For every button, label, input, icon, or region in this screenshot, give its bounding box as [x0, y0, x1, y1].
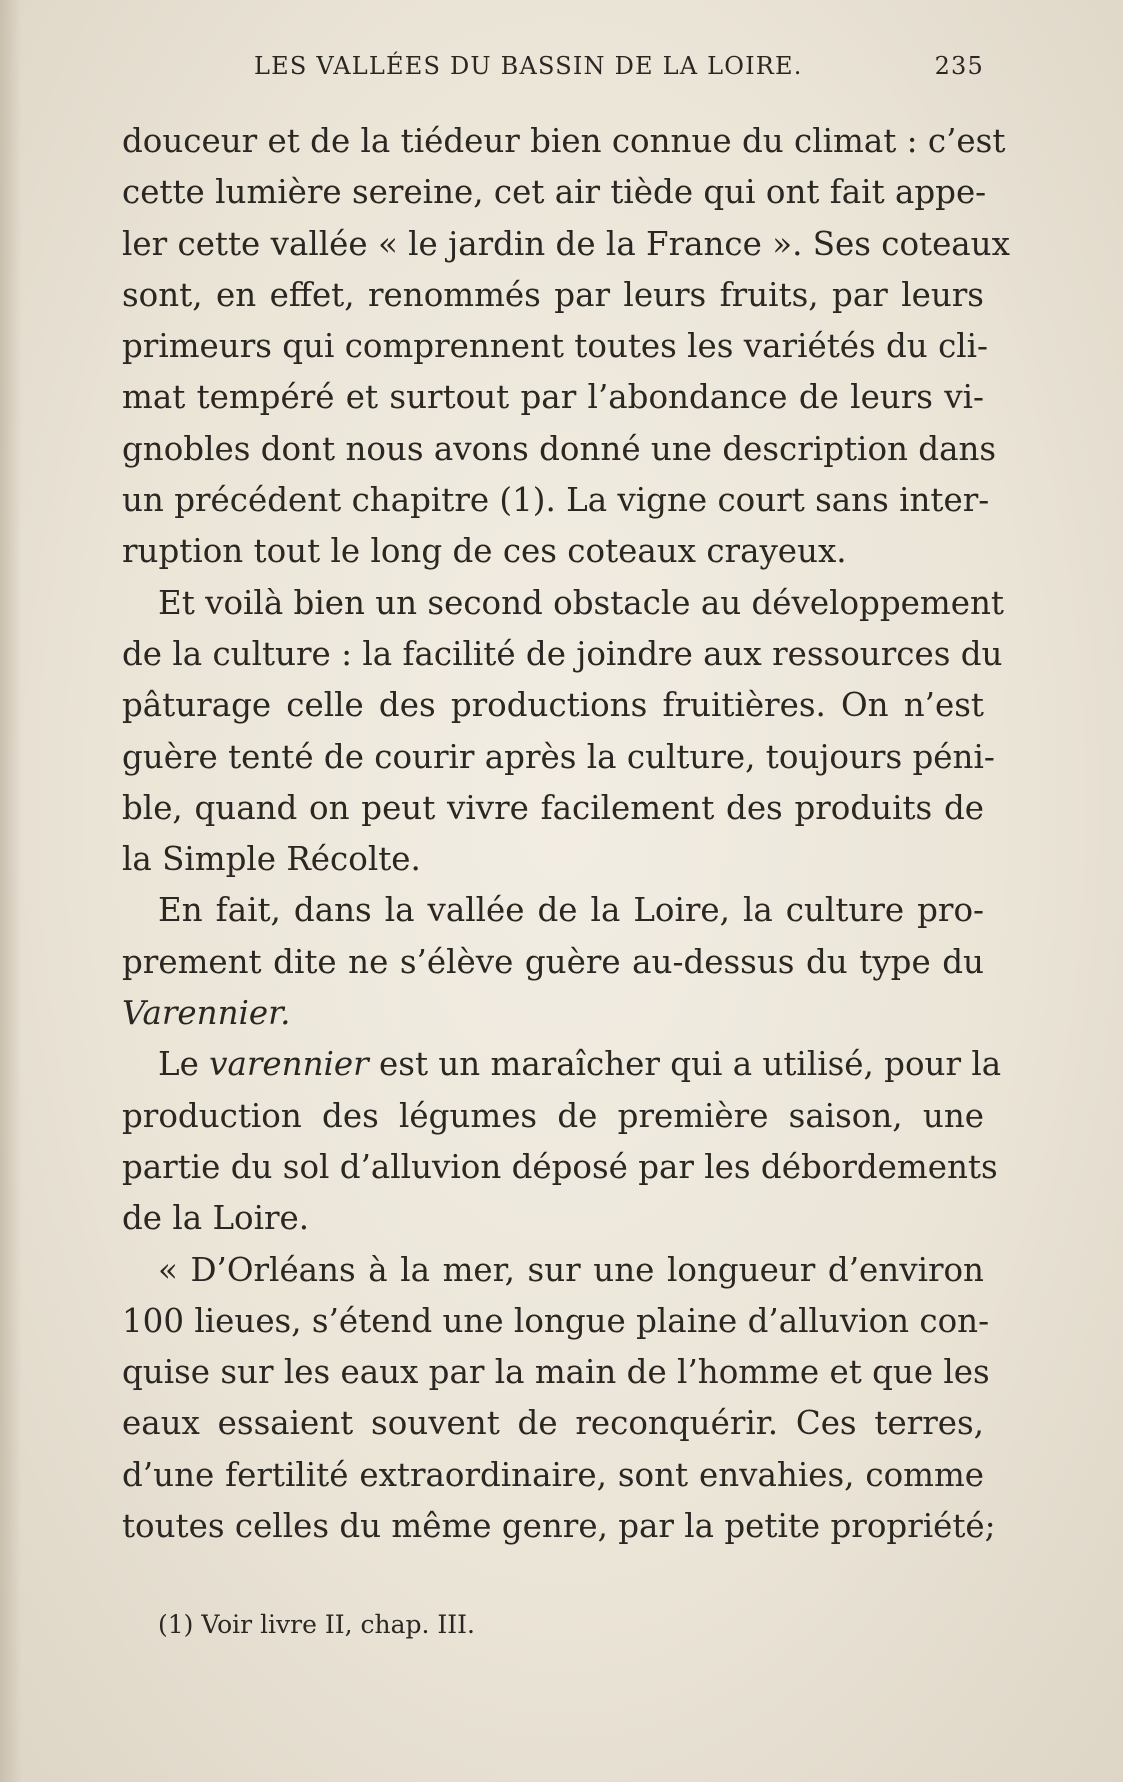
text-line: cette lumière sereine, cet air tiède qui ont fait appe- — [122, 173, 987, 212]
text-line: pâturage celle des productions fruitières. On n’est — [122, 686, 984, 725]
italic-term: varennier — [209, 1045, 369, 1084]
text-line: ler cette vallée « le jardin de la France ». Ses coteaux — [122, 224, 1010, 263]
text-line: ble, quand on peut vivre facilement des produits de — [122, 788, 984, 827]
text-line: Et voilà bien un second obstacle au développement — [158, 583, 1004, 622]
text-line: mat tempéré et surtout par l’abondance de leurs vi- — [122, 378, 984, 417]
text-fragment: Le — [158, 1045, 210, 1084]
text-line: primeurs qui comprennent toutes les variétés du cli- — [122, 327, 989, 366]
text-line: En fait, dans la vallée de la Loire, la culture pro- — [158, 891, 984, 930]
page-number: 235 — [934, 52, 984, 80]
text-line: eaux essaient souvent de reconquérir. Ces terres, — [122, 1404, 984, 1443]
text-line: production des légumes de première saison, une — [122, 1096, 984, 1135]
text-line: 100 lieues, s’étend une longue plaine d’alluvion con- — [122, 1301, 990, 1340]
text-line: quise sur les eaux par la main de l’homme et que les — [122, 1353, 990, 1392]
text-line — [122, 1039, 1002, 1090]
text-line: partie du sol d’alluvion déposé par les débordements — [122, 1147, 998, 1186]
text-line: d’une fertilité extraordinaire, sont envahies, comme — [122, 1455, 984, 1494]
text-line: gnobles dont nous avons donné une description dans — [122, 429, 997, 468]
text-line: « D’Orléans à la mer, sur une longueur d’environ — [158, 1250, 984, 1289]
text-line: ruption tout le long de ces coteaux crayeux. — [122, 532, 847, 571]
text-line: de la culture : la facilité de joindre aux ressources du — [122, 634, 1003, 673]
text-line: sont, en effet, renommés par leurs fruits, par leurs — [122, 275, 984, 314]
running-title: LES VALLÉES DU BASSIN DE LA LOIRE. — [254, 52, 803, 80]
running-head — [122, 52, 984, 92]
text-line: la Simple Récolte. — [122, 840, 421, 879]
text-line: toutes celles du même genre, par la petite propriété; — [122, 1507, 996, 1546]
text-line: Varennier. — [122, 994, 291, 1033]
text-line: guère tenté de courir après la culture, toujours péni- — [122, 737, 995, 776]
text-line: prement dite ne s’élève guère au-dessus du type du — [122, 942, 984, 981]
footnote: (1) Voir livre II, chap. III. — [158, 1610, 475, 1639]
text-fragment: est un maraîcher qui a utilisé, pour la — [368, 1045, 1002, 1084]
text-line: douceur et de la tiédeur bien connue du climat : c’est — [122, 122, 1006, 160]
text-line: de la Loire. — [122, 1199, 310, 1238]
text-line: un précédent chapitre (1). La vigne court sans inter- — [122, 481, 990, 520]
body-text — [122, 116, 1010, 1552]
